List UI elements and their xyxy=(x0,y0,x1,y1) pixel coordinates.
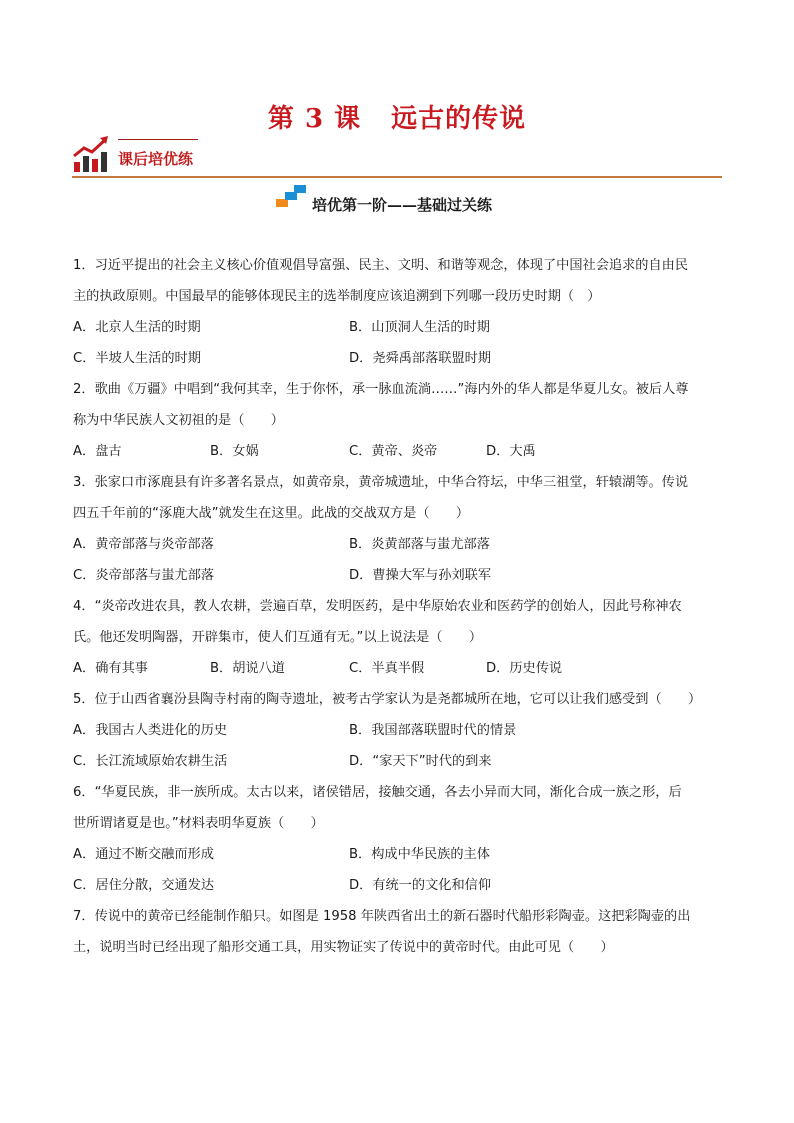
question-1-line-1: 1．习近平提出的社会主义核心价值观倡导富强、民主、文明、和谐等观念，体现了中国社会追求的自由民 xyxy=(73,258,689,273)
question-1-line-2: 主的执政原则。中国最早的能够体现民主的选举制度应该追溯到下列哪一段历史时期（ ） xyxy=(73,289,601,304)
question-6-option-d: D．有统一的文化和信仰 xyxy=(349,878,492,893)
lesson-number: 第 3 课 xyxy=(267,104,362,134)
question-2-line-1: 2．歌曲《万疆》中唱到“我何其幸，生于你怀，承一脉血流淌……”海内外的华人都是华夏儿女。被后人尊 xyxy=(73,382,689,397)
question-6-option-c: C．居住分散，交通发达 xyxy=(73,878,215,893)
question-5-option-c: C．长江流域原始农耕生活 xyxy=(73,754,228,769)
question-3-option-c: C．炎帝部落与蚩尤部落 xyxy=(73,568,215,583)
question-2-option-c: C．黄帝、炎帝 xyxy=(349,444,438,459)
question-5-option-b: B．我国部落联盟时代的情景 xyxy=(349,723,517,738)
question-4-option-d: D．历史传说 xyxy=(486,661,563,676)
question-6-line-2: 世所谓诸夏是也。”材料表明华夏族（ ） xyxy=(73,816,324,831)
question-7-line-1: 7．传说中的黄帝已经能制作船只。如图是 1958 年陕西省出土的新石器时代船形彩陶壶。这把彩陶壶的出 xyxy=(73,909,691,924)
question-3-option-d: D．曹操大军与孙刘联军 xyxy=(349,568,492,583)
question-4-option-b: B．胡说八道 xyxy=(210,661,285,676)
question-5-option-d: D．“家天下”时代的到来 xyxy=(349,754,492,769)
question-2-option-b: B．女娲 xyxy=(210,444,259,459)
stage-title: 培优第一阶——基础过关练 xyxy=(312,196,493,214)
question-1-option-d: D．尧舜禹部落联盟时期 xyxy=(349,351,492,366)
header-divider xyxy=(72,176,722,178)
chart-logo-icon xyxy=(72,134,110,174)
question-4-option-c: C．半真半假 xyxy=(349,661,425,676)
page-title xyxy=(0,98,794,135)
section-label: 课后培优练 xyxy=(118,150,194,168)
question-2-option-a: A．盘古 xyxy=(73,444,122,459)
question-2-option-d: D．大禹 xyxy=(486,444,536,459)
question-6-line-1: 6．“华夏民族，非一族所成。太古以来，诸侯错居，接触交通，各去小异而大同，渐化合成一族之形，后 xyxy=(73,785,682,800)
question-3-option-b: B．炎黄部落与蚩尤部落 xyxy=(349,537,490,552)
question-1-option-b: B．山顶洞人生活的时期 xyxy=(349,320,490,335)
question-2-line-2: 称为中华民族人文初祖的是（ ） xyxy=(73,413,284,428)
question-6-option-b: B．构成中华民族的主体 xyxy=(349,847,490,862)
question-4-option-a: A．确有其事 xyxy=(73,661,148,676)
question-3-line-1: 3．张家口市涿鹿县有许多著名景点，如黄帝泉，黄帝城遗址，中华合符坛，中华三祖堂，轩辕湖等。传说 xyxy=(73,475,689,490)
header-accent-line xyxy=(118,139,198,140)
question-3-line-2: 四五千年前的“涿鹿大战”就发生在这里。此战的交战双方是（ ） xyxy=(73,506,470,521)
question-1-option-a: A．北京人生活的时期 xyxy=(73,320,201,335)
question-5-line-1: 5．位于山西省襄汾县陶寺村南的陶寺遗址，被考古学家认为是尧都城所在地，它可以让我们感受到（ ） xyxy=(73,692,702,707)
question-4-line-1: 4．“炎帝改进农具，教人农耕，尝遍百草，发明医药，是中华原始农业和医药学的创始人，因此号称神农 xyxy=(73,599,682,614)
lesson-title: 远古的传说 xyxy=(391,104,527,134)
question-7-line-2: 土，说明当时已经出现了船形交通工具，用实物证实了传说中的黄帝时代。由此可见（ ） xyxy=(73,940,614,955)
question-6-option-a: A．通过不断交融而形成 xyxy=(73,847,214,862)
question-5-option-a: A．我国古人类进化的历史 xyxy=(73,723,228,738)
question-3-option-a: A．黄帝部落与炎帝部落 xyxy=(73,537,214,552)
question-1-option-c: C．半坡人生活的时期 xyxy=(73,351,201,366)
question-4-line-2: 氏。他还发明陶器，开辟集市，使人们互通有无。”以上说法是（ ） xyxy=(73,630,483,645)
stairs-icon xyxy=(276,183,308,207)
